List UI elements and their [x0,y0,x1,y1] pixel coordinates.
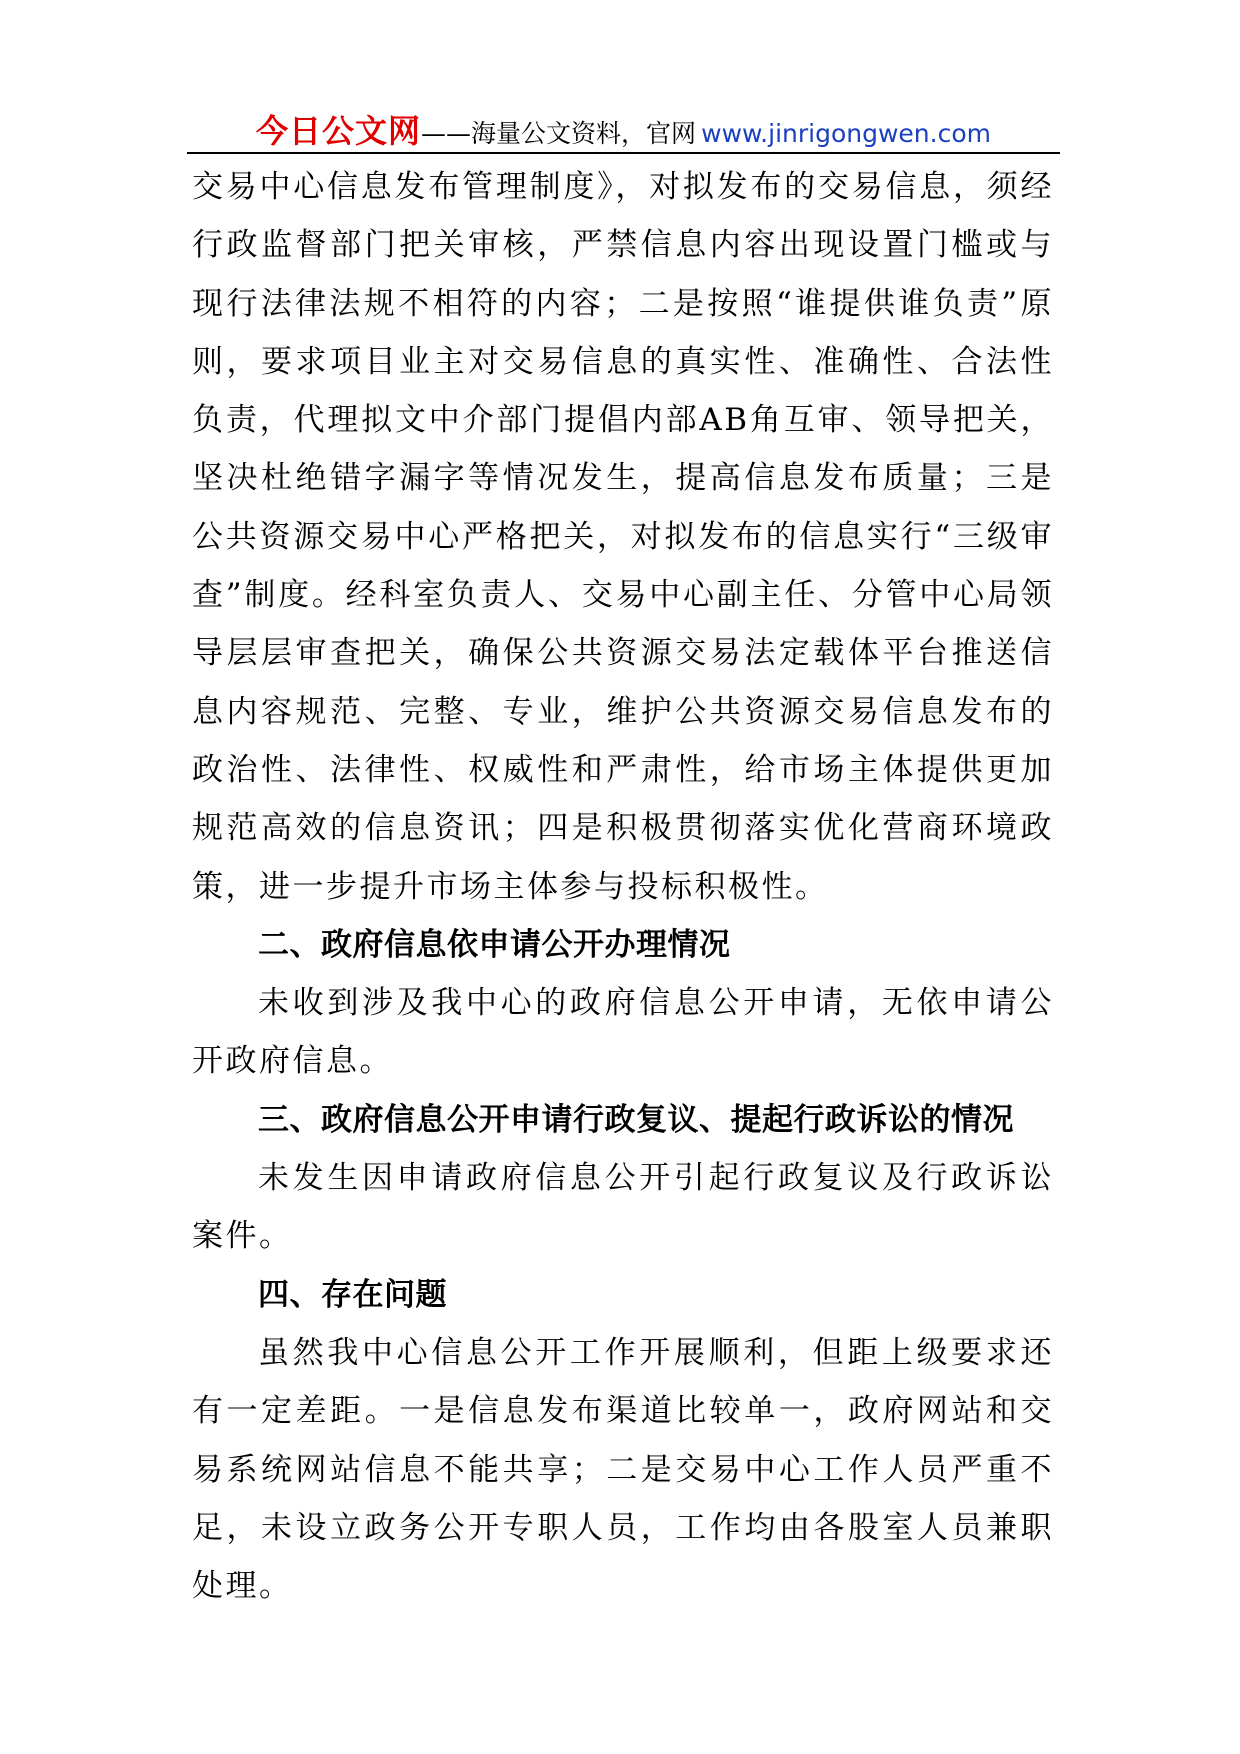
page-header [187,106,1060,154]
site-url-link[interactable]: www.jinrigongwen.com [701,119,991,148]
header-tagline: 海量公文资料，官网 [471,119,697,148]
paragraph-review-litigation: 未发生因申请政府信息公开引起行政复议及行政诉讼案件。 [192,1160,1054,1255]
header-dash: —— [421,119,472,148]
section-heading-3: 三、政府信息公开申请行政复议、提起行政诉讼的情况 [258,1101,1014,1138]
site-brand: 今日公文网 [256,112,422,150]
section-heading-2: 二、政府信息依申请公开办理情况 [258,926,731,963]
paragraph-existing-problems: 虽然我中心信息公开工作开展顺利，但距上级要求还有一定差距。一是信息发布渠道比较单一，政府网站和交易系统网站信息不能共享；二是交易中心工作人员严重不足，未设立政务公开专职人员，工作均由各股室人员兼职处理。 [192,1334,1054,1605]
section-heading-4: 四、存在问题 [258,1276,447,1313]
paragraph-application-disclosure: 未收到涉及我中心的政府信息公开申请，无依申请公开政府信息。 [192,985,1054,1080]
paragraph-continued-measures: 交易中心信息发布管理制度》，对拟发布的交易信息，须经行政监督部门把关审核，严禁信息内容出现设置门槛或与现行法律法规不相符的内容；二是按照“谁提供谁负责”原则，要求项目业主对交易信息的真实性、准确性、合法性负责，代理拟文中介部门提倡内部AB角互审、领导把关，坚决杜绝错字漏字等情况发生，提高信息发布质量；三是公共资源交易中心严格把关，对拟发布的信息实行“三级审查”制度。经科室负责人、交易中心副主任、分管中心局领导层层审查把关，确保公共资源交易法定载体平台推送信息内容规范、完整、专业，维护公共资源交易信息发布的政治性、法律性、权威性和严肃性，给市场主体提供更加规范高效的信息资讯；四是积极贯彻落实优化营商环境政策，进一步提升市场主体参与投标积极性。 [192,169,1054,905]
document-body [192,158,1054,1615]
